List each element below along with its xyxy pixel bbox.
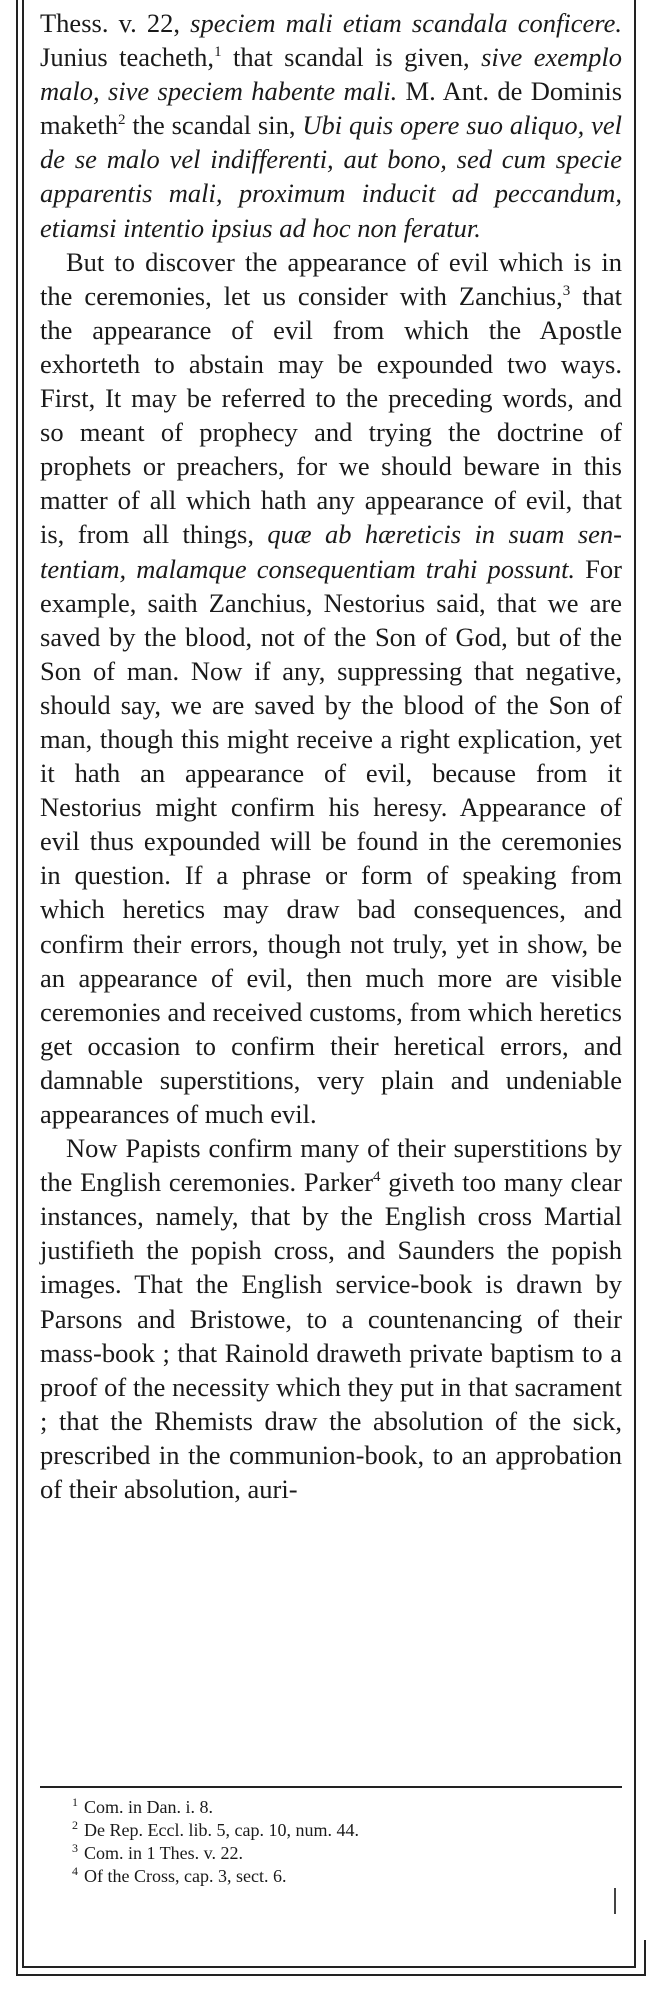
text-run: Now Papists confirm many of their superstitions by the English ceremonies. Parker (40, 1133, 622, 1198)
footnote-mark: 4 (72, 1864, 78, 1878)
footnote-text: Com. in 1 Thes. v. 22. (84, 1843, 244, 1863)
frame-rule-right-tail (644, 1940, 646, 1976)
footnote-reference: 4 (373, 1169, 381, 1186)
footnote-reference: 2 (118, 112, 126, 129)
text-run: the scandal sin, (125, 110, 303, 141)
footnote-item (72, 1842, 612, 1865)
frame-rule-bottom-outer (16, 1974, 646, 1976)
text-run: But to discover the appearance of evil which is in the ceremonies, let us consider with Zanchius, (40, 246, 622, 311)
footnote-separator (40, 1786, 622, 1788)
text-run: that scandal is given, (221, 42, 482, 73)
paragraph (40, 6, 622, 245)
footnote-mark: 3 (72, 1841, 78, 1855)
footnote-mark: 1 (72, 1795, 78, 1809)
footnote-text: De Rep. Eccl. lib. 5, cap. 10, num. 44. (84, 1820, 359, 1840)
paragraph (40, 1131, 622, 1506)
footnote-text: Of the Cross, cap. 3, sect. 6. (84, 1866, 287, 1886)
latin-quotation: speciem mali etiam scandala conficere. (190, 8, 622, 38)
frame-rule-left-inner (22, 0, 24, 1968)
text-run: M. Ant. de Dominis maketh (40, 76, 623, 141)
footnote-reference: 1 (214, 44, 222, 61)
text-run: Junius teacheth, (40, 42, 215, 73)
body-text (40, 6, 622, 1506)
text-run: Thess. v. 22, (40, 8, 191, 38)
footnotes (72, 1796, 612, 1888)
footnote-item (72, 1865, 612, 1888)
paragraph (40, 245, 622, 1131)
footnote-reference: 3 (562, 282, 571, 299)
latin-quotation: quæ ab hæreticis in suam sententiam, malamque consequentiam trahi possunt. (40, 519, 622, 584)
footnote-item (72, 1819, 612, 1842)
text-run: giveth too many clear instances, namely, that by the English cross Martial justifieth the popish cross, and Saunders the popish images. That the English service-book is drawn by Parsons and Bristowe, to a countenancing of their mass-book ; that Rainold draweth private baptism to a proof of the necessity which they put in that sacrament ; that the Rhemists draw the absolution of the sick, prescribed in the communion-book, to an approbation of their absolution, auri- (40, 1167, 622, 1505)
margin-tick (614, 1888, 616, 1914)
text-run: that the appearance of evil from which the Apostle exhorteth to abstain may be expounded two ways. First, It may be referred to the preceding words, and so meant of prophecy and trying the doctrine of prophets or preachers, for we should beware in this matter of all which hath any appearance of evil, that is, from all things, (40, 280, 622, 550)
footnote-item (72, 1796, 612, 1819)
frame-rule-left-outer (16, 0, 18, 1976)
frame-rule-bottom-inner (22, 1966, 636, 1968)
text-run: For example, saith Zanchius, Nestorius said, that we are saved by the blood, not of the Son of God, but of the Son of man. Now if any, suppressing that negative, should say, we are saved by the blood of the Son of man, though this might receive a right explication, yet it hath an appearance of evil, because from it Nestorius might confirm his heresy. Appearance of evil thus expounded will be found in the ceremonies in question. If a phrase or form of speaking from which heretics may draw bad consequences, and confirm their errors, though not truly, yet in show, be an appearance of evil, then much more are visible ceremonies and received customs, from which heretics get occasion to confirm their heretical errors, and damnable superstitions, very plain and undeniable appearances of much evil. (40, 553, 622, 1129)
frame-rule-right (634, 0, 636, 1968)
footnote-text: Com. in Dan. i. 8. (84, 1797, 213, 1817)
footnote-mark: 2 (72, 1818, 78, 1832)
latin-quotation: sive exemplo malo, sive speciem habente mali. (40, 42, 622, 107)
latin-quotation: Ubi quis opere suo aliquo, vel de se malo vel indifferenti, aut bono, sed cum specie apparentis mali, proximum inducit ad peccandum, etiamsi intentio ipsius ad hoc non feratur. (40, 110, 623, 243)
